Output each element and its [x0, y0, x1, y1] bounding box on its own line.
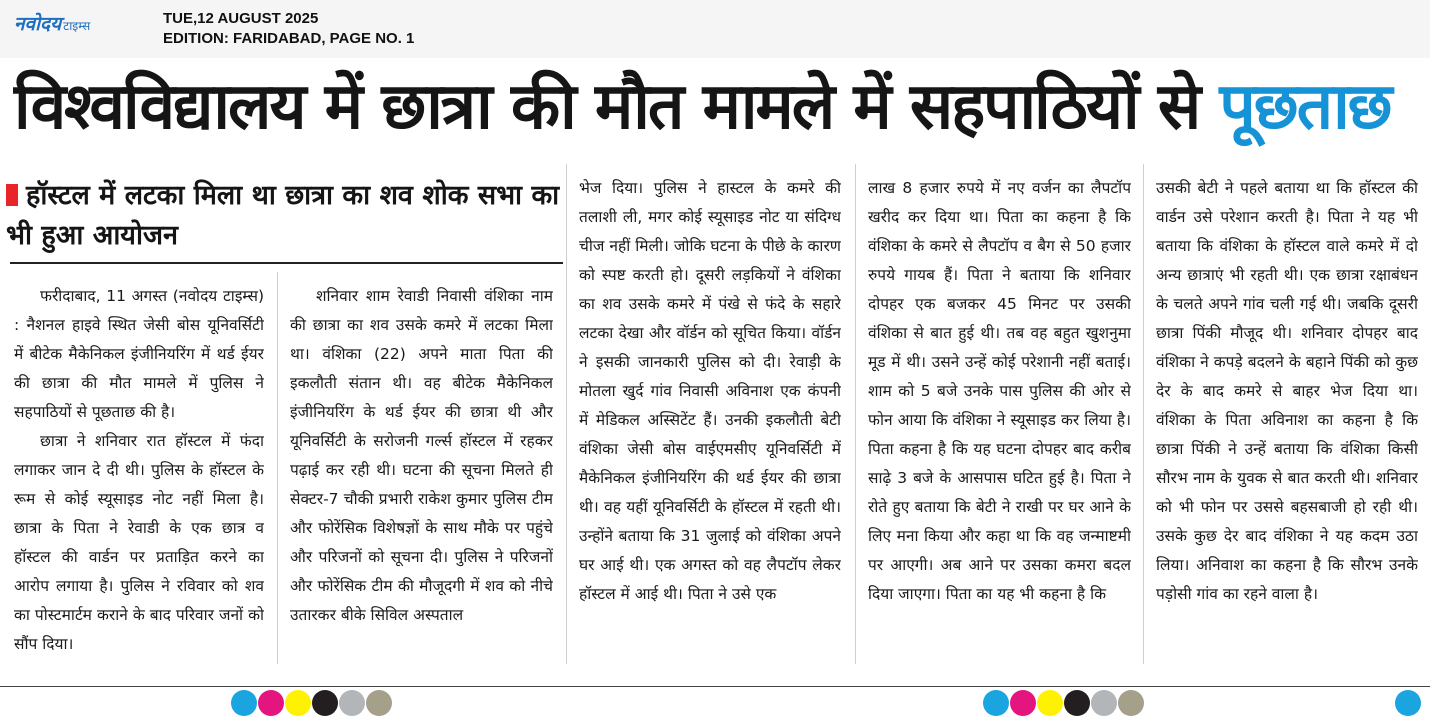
registration-mark [1064, 690, 1090, 716]
page-bottom-rule [0, 686, 1430, 687]
logo-sub: टाइम्स [63, 19, 91, 33]
article-column-2 [290, 282, 553, 662]
registration-mark [366, 690, 392, 716]
subheadline-rule [10, 262, 563, 264]
registration-mark [339, 690, 365, 716]
paragraph: भेज दिया। पुलिस ने हास्टल के कमरे की तलाशी ली, मगर कोई स्यूसाइड नोट या संदिग्ध चीज नहीं मिली। जोकि घटना के पीछे के कारण को स्पष्ट करती हो। दूसरी लड़कियों ने वंशिका का शव उसके कमरे में पंखे से फंदे के सहारे लटका देखा और वॉर्डन को सूचित किया। वॉर्डन ने इसकी जानकारी पुलिस को दी। रेवाड़ी के मोतला खुर्द गांव निवासी अविनाश एक कंपनी में मेडिकल अस्सिटेंट हैं। उनकी इकलौती बेटी वंशिका जेसी बोस वाईएमसीए यूनिवर्सिटी में मैकेनिकल इंजीनियरिंग की थर्ड ईयर की छात्रा थी। वह यहीं यूनिवर्सिटी के हॉस्टल में रहती थी। उन्होंने बताया कि 31 जुलाई को वंशिका अपने घर आई थी। एक अगस्त को वह लैपटॉप लेकर हॉस्टल में आई थी। पिता ने उसे एक [579, 179, 841, 603]
logo-main: नवोदय [14, 13, 62, 35]
masthead [0, 0, 1430, 58]
edition-info [163, 9, 414, 49]
paragraph: उसकी बेटी ने पहले बताया था कि हॉस्टल की वार्डन उसे परेशान करती है। पिता ने यह भी बताया कि वंशिका के हॉस्टल वाले कमरे में दो अन्य छात्राएं भी रहती थी। एक छात्रा रक्षाबंधन के चलते अपने गांव चली गई थी। जबकि दूसरी छात्रा पिंकी मौजूद थी। शनिवार दोपहर बाद वंशिका ने कपड़े बदलने के बहाने पिंकी को कुछ देर के बाद कमरे से बाहर भेज दिया था। वंशिका के पिता अविनाश का कहना है कि छात्रा पिंकी ने उन्हें बताया कि वंशिका किसी सौरभ नाम के युवक से बात करती थी। शनिवार को भी फोन पर उससे बहसबाजी हो रही थी। उसके कुछ देर बाद वंशिका ने यह कदम उठा लिया। अनिवाश का कहना है कि सौरभ उनके पड़ोसी गांव का रहने वाला है। [1156, 179, 1418, 603]
registration-mark [258, 690, 284, 716]
headline-highlight: पूछताछ [1219, 70, 1391, 144]
bullet-square-icon [6, 184, 18, 206]
article-column-5 [1156, 174, 1418, 664]
paragraph: शनिवार शाम रेवाडी निवासी वंशिका नाम की छात्रा का शव उसके कमरे में लटका मिला था। वंशिका (22) अपने माता पिता की इकलौती संतान थी। वह बीटेक मैकेनिकल इंजीनियरिंग के थर्ड ईयर की छात्रा थी और यूनिवर्सिटी के सरोजनी गर्ल्स हॉस्टल में रहकर पढ़ाई कर रही थी। घटना की सूचना मिलते ही सेक्टर-7 चौकी प्रभारी राकेश कुमार पुलिस टीम और फोरेंसिक विशेषज्ञों के साथ मौके पर पहुंचे और परिजनों को सूचना दी। पुलिस ने परिजनों और फोरेंसिक टीम की मौजूदगी में शव को नीचे उतारकर बीके सिविल अस्पताल [290, 287, 553, 624]
registration-mark [285, 690, 311, 716]
registration-mark [1091, 690, 1117, 716]
registration-mark [1118, 690, 1144, 716]
paragraph: फरीदाबाद, 11 अगस्त (नवोदय टाइम्स) : नैशनल हाइवे स्थित जेसी बोस यूनिवर्सिटी में बीटेक मैकेनिकल इंजीनियरिंग में थर्ड ईयर की छात्रा की मौत मामले में पुलिस ने सहपाठियों से पूछताछ की है। [14, 287, 264, 421]
column-divider [277, 272, 278, 664]
registration-mark [983, 690, 1009, 716]
registration-mark [312, 690, 338, 716]
date-line: TUE,12 AUGUST 2025 [163, 10, 319, 27]
column-divider [1143, 164, 1144, 664]
column-divider [855, 164, 856, 664]
registration-mark [1395, 690, 1421, 716]
subheadline [6, 176, 566, 256]
article-column-4 [868, 174, 1131, 664]
registration-mark [231, 690, 257, 716]
registration-mark [1010, 690, 1036, 716]
column-divider [566, 164, 567, 664]
edition-line: EDITION: FARIDABAD, PAGE NO. 1 [163, 30, 415, 47]
paragraph: लाख 8 हजार रुपये में नए वर्जन का लैपटॉप खरीद कर दिया था। पिता का कहना है कि वंशिका के कमरे से लैपटॉप व बैग से 50 हजार रुपये गायब हैं। पिता ने बताया कि शनिवार दोपहर एक बजकर 45 मिनट पर उसकी वंशिका से बात हुई थी। तब वह बहुत खुशनुमा मूड में थी। उसने उन्हें कोई परेशानी नहीं बताई। शाम को 5 बजे उनके पास पुलिस की ओर से फोन आया कि वंशिका ने स्यूसाइड कर लिया है। पिता कहना है कि यह घटना दोपहर बाद करीब साढ़े 3 बजे के आसपास घटित हुई है। पिता ने रोते हुए बताया कि बेटी ने राखी पर घर आने के लिए मना किया और कहा था कि वह जन्माष्टमी पर आएगी। अब आने पर उसका कमरा बदल दिया जाएगा। पिता का यह भी कहना है कि [868, 179, 1131, 603]
registration-mark [1037, 690, 1063, 716]
paragraph: छात्रा ने शनिवार रात हॉस्टल में फंदा लगाकर जान दे दी थी। पुलिस के हॉस्टल के रूम से कोई स्यूसाइड नोट नहीं मिला है। छात्रा के पिता ने रेवाडी के एक छात्र व हॉस्टल की वार्डन पर प्रताड़ित करने का आरोप लगाया है। पुलिस ने रविवार को शव का पोस्टमार्टम कराने के बाद परिवार जनों को सौंप दिया। [14, 432, 264, 653]
headline-main: विश्वविद्यालय में छात्रा की मौत मामले में सहपाठियों से [14, 70, 1200, 144]
newspaper-logo [14, 10, 90, 36]
article-column-1 [14, 282, 264, 662]
main-headline [14, 62, 1424, 152]
article-column-3 [579, 174, 841, 664]
subheadline-text: हॉस्टल में लटका मिला था छात्रा का शव शोक सभा का भी हुआ आयोजन [6, 180, 560, 251]
